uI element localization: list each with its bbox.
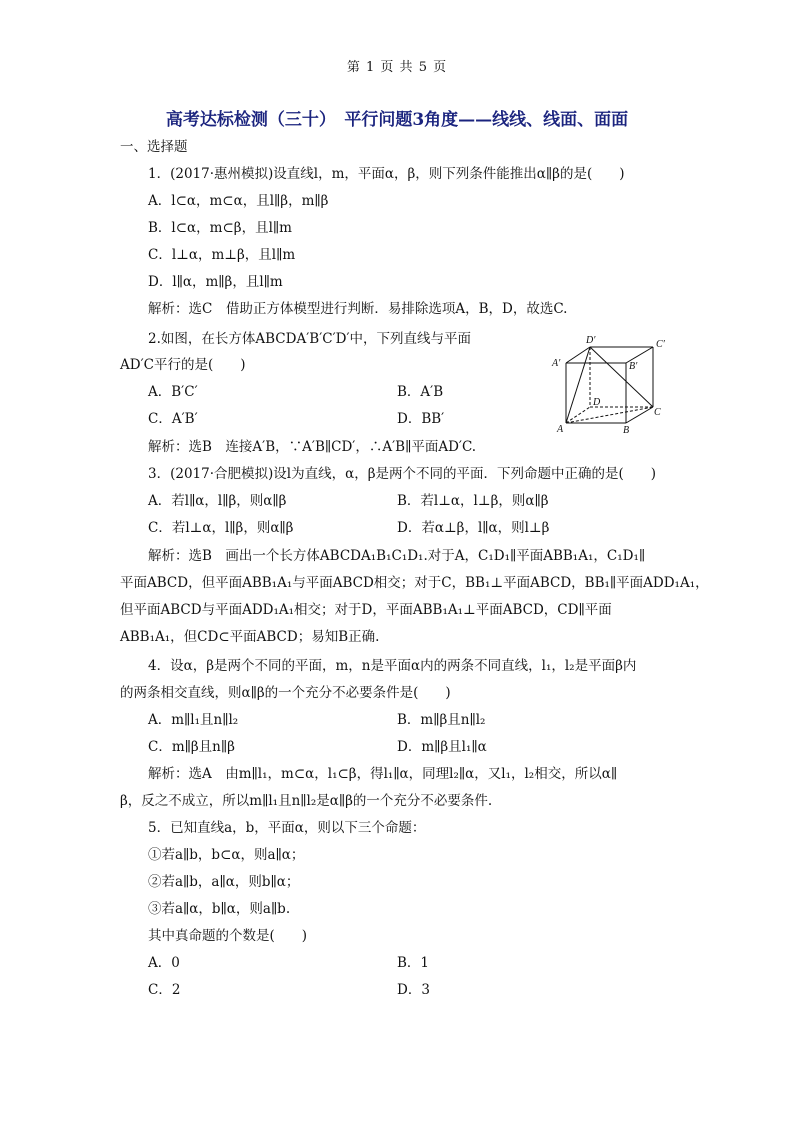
q5-option-c: C．2 [148, 982, 181, 998]
label-b: B [623, 425, 630, 436]
q2-option-a: A．B′C′ [148, 384, 198, 400]
q2-option-c: C．A′B′ [148, 411, 198, 427]
q1-option-c: C．l⊥α，m⊥β，且l∥m [148, 247, 296, 263]
q3-solution-1: 解析：选B 画出一个长方体ABCDA₁B₁C₁D₁.对于A，C₁D₁∥平面ABB₁A₁，C₁D₁∥ [148, 548, 646, 564]
q2-solution: 解析：选B 连接A′B，∵A′B∥CD′，∴A′B∥平面AD′C. [148, 439, 477, 455]
label-d: D [593, 397, 601, 408]
page-title: 高考达标检测（三十） 平行问题3角度——线线、线面、面面 [165, 110, 629, 130]
q5-proposition-2: ②若a∥b，a∥α，则b∥α； [148, 874, 300, 890]
q2-option-b: B．A′B [397, 384, 444, 400]
q4-option-d: D．m∥β且l₁∥α [397, 739, 487, 755]
label-b-prime: B′ [629, 361, 638, 372]
q2-stem-2: AD′C平行的是( ) [120, 357, 246, 373]
q5-option-d: D．3 [397, 982, 430, 998]
q1-option-a: A．l⊂α，m⊂α，且l∥β，m∥β [148, 193, 329, 209]
q3-option-a: A．若l∥α，l∥β，则α∥β [148, 493, 287, 509]
q2-stem-1: 2.如图，在长方体ABCDA′B′C′D′中，下列直线与平面 [148, 331, 472, 347]
q3-stem: 3．(2017·合肥模拟)设l为直线，α，β是两个不同的平面．下列命题中正确的是( ) [148, 466, 657, 482]
q1-option-b: B．l⊂α，m⊂β，且l∥m [148, 220, 292, 236]
q1-solution: 解析：选C 借助正方体模型进行判断．易排除选项A，B，D，故选C. [148, 301, 568, 317]
q3-option-b: B．若l⊥α，l⊥β，则α∥β [397, 493, 549, 509]
q5-option-a: A．0 [148, 955, 180, 971]
q4-stem-1: 4．设α，β是两个不同的平面，m，n是平面α内的两条不同直线，l₁，l₂是平面β内 [148, 658, 637, 674]
q5-option-b: B．1 [397, 955, 430, 971]
q4-solution-2: β，反之不成立，所以m∥l₁且n∥l₂是α∥β的一个充分不必要条件. [120, 793, 493, 809]
q3-solution-4: ABB₁A₁，但CD⊂平面ABCD；易知B正确. [120, 629, 380, 645]
q3-option-d: D．若α⊥β，l∥α，则l⊥β [397, 520, 550, 536]
label-c-prime: C′ [656, 339, 665, 350]
q4-option-a: A．m∥l₁且n∥l₂ [148, 712, 239, 728]
label-c: C [654, 407, 661, 418]
q1-option-d: D．l∥α，m∥β，且l∥m [148, 274, 283, 290]
section-heading: 一、选择题 [120, 139, 188, 155]
page-header: 第 1 页 共 5 页 [346, 60, 448, 75]
q3-solution-3: 但平面ABCD与平面ADD₁A₁相交；对于D，平面ABB₁A₁⊥平面ABCD，CD∥平面 [120, 602, 612, 618]
q5-question: 其中真命题的个数是( ) [148, 928, 308, 944]
q3-solution-2: 平面ABCD，但平面ABB₁A₁与平面ABCD相交；对于C，BB₁⊥平面ABCD，BB₁∥平面ADD₁A₁， [120, 575, 709, 591]
q4-stem-2: 的两条相交直线，则α∥β的一个充分不必要条件是( ) [120, 685, 451, 701]
q2-option-d: D．BB′ [397, 411, 445, 427]
q4-option-c: C．m∥β且n∥β [148, 739, 235, 755]
q1-stem: 1．(2017·惠州模拟)设直线l，m，平面α，β，则下列条件能推出α∥β的是( ) [148, 166, 625, 182]
q3-option-c: C．若l⊥α，l∥β，则α∥β [148, 520, 294, 536]
q4-option-b: B．m∥β且n∥l₂ [397, 712, 486, 728]
q5-stem: 5．已知直线a，b，平面α，则以下三个命题： [148, 820, 426, 836]
q5-proposition-3: ③若a∥α，b∥α，则a∥b. [148, 901, 291, 917]
label-a-prime: A′ [552, 358, 561, 369]
cuboid-figure [548, 333, 678, 438]
label-a: A [557, 424, 564, 435]
q5-proposition-1: ①若a∥b，b⊂α，则a∥α； [148, 847, 305, 863]
q4-solution-1: 解析：选A 由m∥l₁，m⊂α，l₁⊂β，得l₁∥α，同理l₂∥α，又l₁，l₂相交，所以α∥ [148, 766, 618, 782]
label-d-prime: D′ [586, 335, 596, 346]
